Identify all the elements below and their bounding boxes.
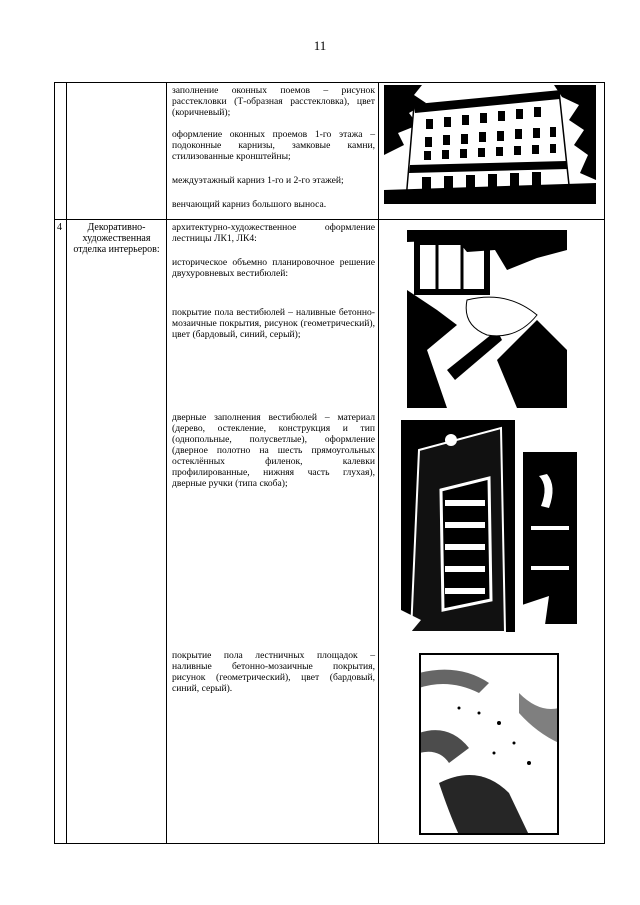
item-vestibule-layout: историческое объемно планировочное решение двухуровневых вестибюлей:	[172, 257, 375, 279]
table-row-interiors	[55, 220, 605, 844]
row-number-cell: 4	[55, 220, 67, 844]
building-facade-photo	[384, 85, 596, 204]
row-description-cell	[167, 83, 379, 220]
item-vestibule-floor: покрытие пола вестибюлей – наливные бетонно-мозаичные покрытия, рисунок (геометрический), цвет (бардовый, синий, серый);	[172, 307, 375, 340]
door-detail-photo	[519, 446, 581, 632]
item-stair-design: архитектурно-художественное оформление лестницы ЛК1, ЛК4:	[172, 222, 375, 244]
page-number: 11	[313, 38, 327, 53]
item-interfloor-cornice: междуэтажный карниз 1-го и 2-го этажей;	[172, 175, 344, 186]
row-number-cell	[55, 83, 67, 220]
row-photo-cell	[379, 83, 605, 220]
item-crowning-cornice: венчающий карниз большого выноса.	[172, 199, 327, 210]
table-row-facade	[55, 83, 605, 220]
row-category-cell	[67, 83, 167, 220]
item-window-fill: заполнение оконных поемов – рисунок расстекловки (Т-образная расстекловка), цвет (коричневый);	[172, 85, 375, 118]
item-window-openings: оформление оконных проемов 1-го этажа – подоконные карнизы, замковые камни, стилизованные кронштейны;	[172, 129, 375, 162]
door-photo	[401, 420, 515, 632]
landing-floor-photo	[419, 653, 559, 835]
row-category-cell: Декоративно-художественная отделка интерьеров:	[67, 220, 167, 844]
vestibule-photo	[407, 230, 567, 408]
row-description-cell	[167, 220, 379, 844]
row-photo-cell	[379, 220, 605, 844]
item-landing-floor: покрытие пола лестничных площадок – наливные бетонно-мозаичные покрытия, рисунок (геометрический), цвет (бардовый, синий, серый).	[172, 650, 375, 694]
item-vestibule-doors: дверные заполнения вестибюлей – материал (дерево, остекление, конструкция и тип (однопольные, полусветлые), оформление (дверное полотно на шесть прямоугольных остеклённых филенок, калевки профилированные, нижняя часть глухая), дверные ручки (типа скоба);	[172, 412, 375, 489]
heritage-table	[54, 82, 605, 844]
